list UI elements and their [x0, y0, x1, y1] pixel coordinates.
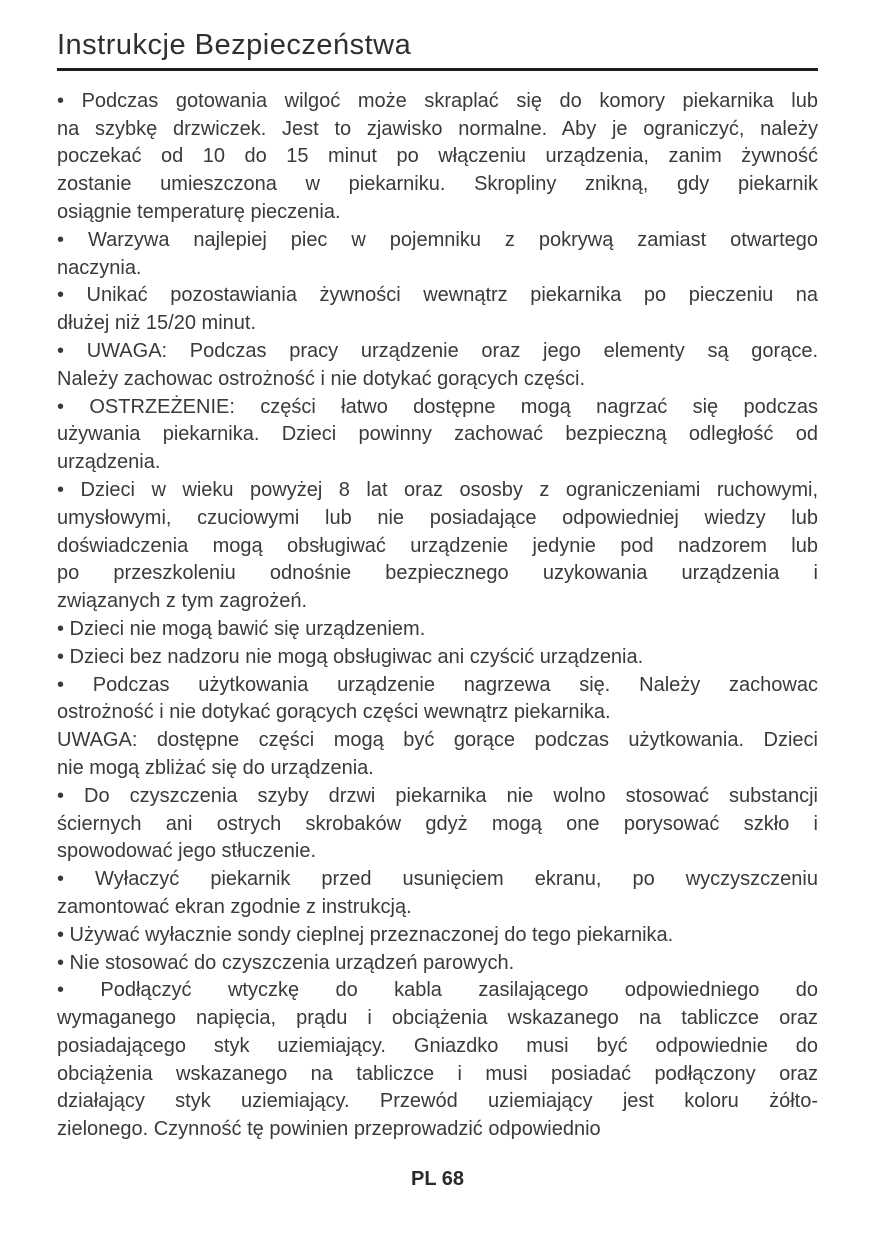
- text-line: Należy zachowac ostrożność i nie dotykać gorących części.: [57, 367, 586, 390]
- text-line: • Wyłaczyć piekarnik przed usunięciem ekranu, po wyczyszczeniu: [57, 868, 818, 891]
- paragraph: [57, 866, 818, 922]
- paragraph: [57, 727, 818, 783]
- text-line: • Dzieci nie mogą bawić się urządzeniem.: [57, 617, 426, 640]
- text-line: • Podłączyć wtyczkę do kabla zasilającego odpowiedniego do: [57, 979, 818, 1002]
- text-line: • Podczas gotowania wilgoć może skraplać się do komory piekarnika lub: [57, 89, 818, 112]
- text-line: działający styk uziemiający. Przewód uziemiający jest koloru żółto-: [57, 1090, 818, 1113]
- paragraph: [57, 783, 818, 866]
- paragraph: [57, 616, 818, 644]
- text-line: • Używać wyłacznie sondy cieplnej przeznaczonej do tego piekarnika.: [57, 923, 674, 946]
- text-line: zostanie umieszczona w piekarniku. Skropliny znikną, gdy piekarnik: [57, 173, 818, 196]
- text-line: doświadczenia mogą obsługiwać urządzenie jedynie pod nadzorem lub: [57, 534, 818, 557]
- text-line: naczynia.: [57, 256, 142, 279]
- text-line: ostrożność i nie dotykać gorących części wewnątrz piekarnika.: [57, 701, 611, 724]
- page-header: [57, 28, 818, 71]
- text-line: • Unikać pozostawiania żywności wewnątrz piekarnika po pieczeniu na: [57, 284, 818, 307]
- paragraph: [57, 950, 818, 978]
- paragraph: [57, 282, 818, 338]
- text-line: zielonego. Czynność tę powinien przeprowadzić odpowiednio: [57, 1118, 601, 1141]
- text-line: obciążenia wskazanego na tabliczce i musi posiadać podłączony oraz: [57, 1062, 818, 1085]
- page-title: Instrukcje Bezpieczeństwa: [57, 29, 412, 61]
- text-line: • OSTRZEŻENIE: części łatwo dostępne mogą nagrzać się podczas: [57, 395, 818, 418]
- text-line: na szybkę drzwiczek. Jest to zjawisko normalne. Aby je ograniczyć, należy: [57, 117, 818, 140]
- paragraph: [57, 394, 818, 477]
- paragraph: [57, 227, 818, 283]
- instructions-body: [57, 88, 818, 1144]
- text-line: używania piekarnika. Dzieci powinny zachować bezpieczną odległość od: [57, 423, 818, 446]
- paragraph: [57, 477, 818, 616]
- text-line: związanych z tym zagrożeń.: [57, 590, 308, 613]
- text-line: • Dzieci w wieku powyżej 8 lat oraz ososby z ograniczeniami ruchowymi,: [57, 478, 818, 501]
- text-line: • Nie stosować do czyszczenia urządzeń parowych.: [57, 951, 515, 974]
- text-line: wymaganego napięcia, prądu i obciążenia wskazanego na tabliczce oraz: [57, 1007, 818, 1030]
- paragraph: [57, 922, 818, 950]
- text-line: UWAGA: dostępne części mogą być gorące podczas użytkowania. Dzieci: [57, 729, 818, 752]
- text-line: umysłowymi, czuciowymi lub nie posiadające odpowiedniej wiedzy lub: [57, 506, 818, 529]
- paragraph: [57, 672, 818, 728]
- paragraph: [57, 644, 818, 672]
- page-number: PL 68: [411, 1168, 464, 1191]
- page-footer: [57, 1168, 818, 1191]
- text-line: spowodować jego stłuczenie.: [57, 840, 317, 863]
- paragraph: [57, 977, 818, 1144]
- title-underline: [57, 68, 818, 71]
- text-line: • Dzieci bez nadzoru nie mogą obsługiwac ani czyścić urządzenia.: [57, 645, 644, 668]
- text-line: nie mogą zbliżać się do urządzenia.: [57, 756, 374, 779]
- paragraph: [57, 88, 818, 227]
- text-line: • Do czyszczenia szyby drzwi piekarnika nie wolno stosować substancji: [57, 784, 818, 807]
- text-line: • Warzywa najlepiej piec w pojemniku z pokrywą zamiast otwartego: [57, 228, 818, 251]
- text-line: osiągnie temperaturę pieczenia.: [57, 200, 341, 223]
- text-line: urządzenia.: [57, 451, 161, 474]
- text-line: ściernych ani ostrych skrobaków gdyż mogą one porysować szkło i: [57, 812, 818, 835]
- text-line: • UWAGA: Podczas pracy urządzenie oraz jego elementy są gorące.: [57, 339, 818, 362]
- text-line: zamontować ekran zgodnie z instrukcją.: [57, 895, 412, 918]
- paragraph: [57, 338, 818, 394]
- text-line: poczekać od 10 do 15 minut po włączeniu urządzenia, zanim żywność: [57, 145, 818, 168]
- text-line: dłużej niż 15/20 minut.: [57, 312, 257, 335]
- text-line: posiadającego styk uziemiający. Gniazdko musi być odpowiednie do: [57, 1034, 818, 1057]
- text-line: po przeszkoleniu odnośnie bezpiecznego uzykowania urządzenia i: [57, 562, 818, 585]
- text-line: • Podczas użytkowania urządzenie nagrzewa się. Należy zachowac: [57, 673, 818, 696]
